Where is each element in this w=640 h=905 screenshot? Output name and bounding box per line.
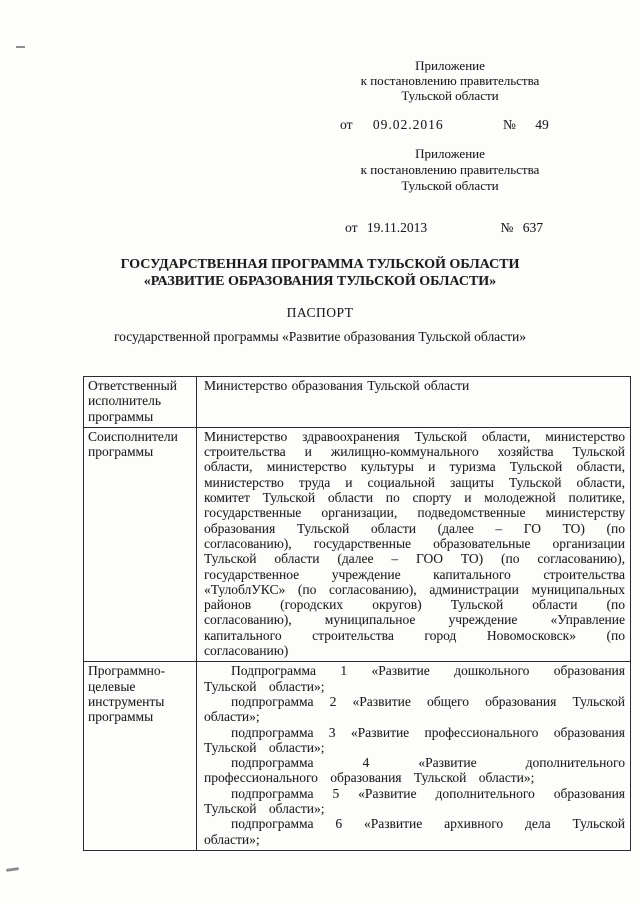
passport-subheading: государственной программы «Развитие образования Тульской области»	[113, 329, 527, 344]
appendix2-line3: Тульской области	[401, 178, 499, 193]
appendix2-ot-label: от	[345, 220, 358, 235]
subprogram-item: подпрограмма 4 «Развитие дополнительного профессионального образования Тульской области»;	[204, 755, 625, 786]
appendix1-date-line	[300, 117, 600, 132]
passport-heading: ПАСПОРТ	[286, 305, 354, 320]
appendix1-number: 49	[535, 117, 549, 132]
row-value: Министерство здравоохранения Тульской области, министерство строительства и жилищно-коммунального хозяйства Тульской области, министерство культуры и туризма Тульской области, министерство труда и социальной защиты Тульской области, комитет Тульской области по спорту и молодежной политике, государственные организации, подведомственные министерству образования Тульской области (далее – ГО ТО) (по согласованию), государственные образовательные организации Тульской области (далее – ГОО ТО) (по согласованию), государственное учреждение капитального строительства «ТулоблУКС» (по согласованию), администрации муниципальных районов (городских округов) Тульской области (по согласованию), муниципальное учреждение «Управление капитального строительства город Новомосковск» (по согласованию)	[197, 427, 631, 661]
subprogram-item: подпрограмма 5 «Развитие дополнительного образования Тульской области»;	[204, 785, 625, 817]
subprogram-item: подпрограмма 3 «Развитие профессионального образования Тульской области»;	[204, 724, 625, 755]
appendix-block-1	[300, 58, 600, 103]
scan-artifact	[6, 867, 19, 872]
table-row-responsible-executor	[84, 377, 631, 428]
subprogram-item: подпрограмма 2 «Развитие общего образования Тульской области»;	[204, 693, 625, 725]
page-title	[0, 256, 640, 290]
appendix1-date: 09.02.2016	[372, 117, 444, 132]
appendix2-date: 19.11.2013	[366, 220, 428, 235]
appendix2-line2: к постановлению правительства	[360, 162, 540, 177]
table-row-co-executors	[84, 427, 631, 661]
appendix1-number-sign: №	[502, 117, 516, 132]
subprogram-item: подпрограмма 6 «Развитие архивного дела Тульской области»;	[204, 816, 625, 847]
table-row-program-instruments	[84, 662, 631, 851]
scan-artifact	[16, 46, 25, 48]
passport-table	[83, 376, 631, 851]
appendix1-line1: Приложение	[415, 58, 485, 73]
row-value: Министерство образования Тульской области	[197, 377, 631, 428]
page-title-line1: ГОСУДАРСТВЕННАЯ ПРОГРАММА ТУЛЬСКОЙ ОБЛАСТИ	[120, 257, 520, 272]
page-title-line2: «РАЗВИТИЕ ОБРАЗОВАНИЯ ТУЛЬСКОЙ ОБЛАСТИ»	[143, 274, 497, 289]
row-label: Ответственный исполнитель программы	[84, 377, 197, 428]
row-value	[197, 662, 631, 851]
appendix2-number-sign: №	[500, 220, 514, 235]
appendix1-line2: к постановлению правительства	[360, 73, 540, 88]
appendix2-line1: Приложение	[415, 146, 485, 161]
appendix2-date-line	[300, 220, 600, 235]
row-label: Соисполнители программы	[84, 427, 197, 661]
appendix-block-2	[300, 146, 600, 194]
appendix1-ot-label: от	[340, 117, 353, 132]
appendix-header	[300, 58, 600, 235]
appendix2-number: 637	[522, 220, 543, 235]
row-label: Программно-целевые инструменты программы	[84, 662, 197, 851]
appendix1-line3: Тульской области	[401, 88, 499, 103]
subprogram-item: Подпрограмма 1 «Развитие дошкольного образования Тульской области»;	[204, 663, 625, 694]
